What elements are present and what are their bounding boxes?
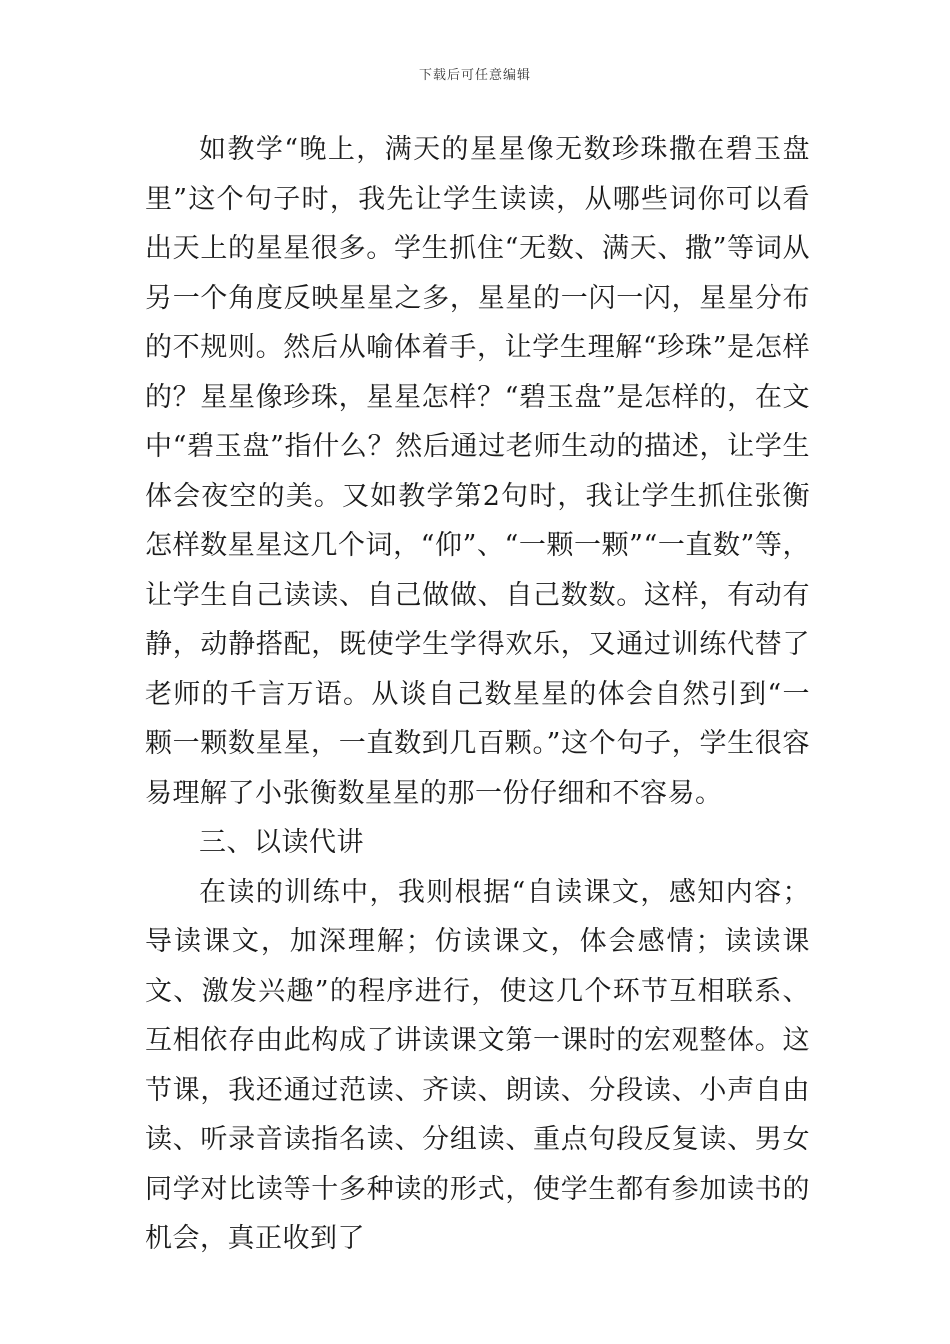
document-body bbox=[145, 125, 810, 1264]
paragraph-teaching-example: 如教学“晚上，满天的星星像无数珍珠撒在碧玉盘里”这个句子时，我先让学生读读，从哪些词你可以看出天上的星星很多。学生抓住“无数、满天、撒”等词从另一个角度反映星星之多，星星的一闪一闪，星星分布的不规则。然后从喻体着手，让学生理解“珍珠”是怎样的？星星像珍珠，星星怎样？“碧玉盘”是怎样的，在文中“碧玉盘”指什么？然后通过老师生动的描述，让学生体会夜空的美。又如教学第2句时，我让学生抓住张衡怎样数星星这几个词，“仰”、“一颗一颗”“一直数”等，让学生自己读读、自己做做、自己数数。这样，有动有静，动静搭配，既使学生学得欢乐，又通过训练代替了老师的千言万语。从谈自己数星星的体会自然引到“一颗一颗数星星，一直数到几百颗。”这个句子，学生很容易理解了小张衡数星星的那一份仔细和不容易。 bbox=[145, 134, 810, 809]
section-heading: 三、以读代讲 bbox=[199, 827, 364, 858]
header-note: 下载后可任意编辑 bbox=[418, 68, 531, 83]
paragraph-reading-training: 在读的训练中，我则根据“自读课文，感知内容；导读课文，加深理解；仿读课文，体会感情；读读课文、激发兴趣”的程序进行，使这几个环节互相联系、互相依存由此构成了讲读课文第一课时的宏观整体。这节课，我还通过范读、齐读、朗读、分段读、小声自由读、听录音读指名读、分组读、重点句段反复读、男女同学对比读等十多种读的形式，使学生都有参加读书的机会，真正收到了 bbox=[145, 876, 810, 1254]
